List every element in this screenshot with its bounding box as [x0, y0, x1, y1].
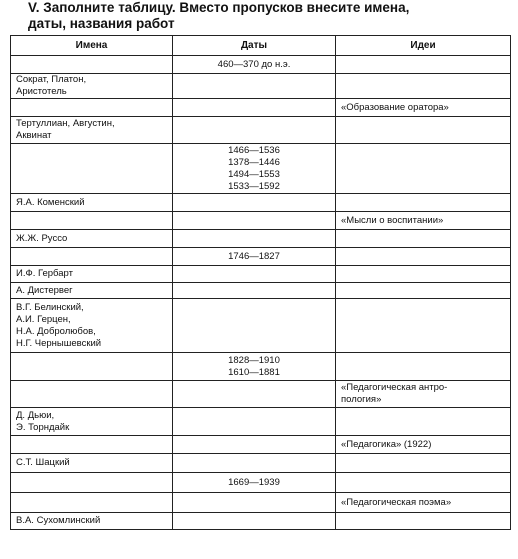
header-names: Имена [11, 36, 173, 56]
names-cell [11, 513, 173, 530]
header-ideas: Идеи [336, 36, 511, 56]
cell-line: 1378—1446 [228, 156, 280, 168]
cell-line: 1610—1881 [228, 366, 280, 378]
cell-line: 1669—1939 [228, 476, 280, 488]
dates-cell [173, 117, 336, 144]
ideas-cell [336, 99, 511, 117]
ideas-cell [336, 230, 511, 248]
names-cell [11, 230, 173, 248]
cell-line: Тертуллиан, Августин, [16, 118, 115, 129]
table-body [11, 56, 511, 530]
ideas-cell [336, 56, 511, 74]
dates-cell [173, 436, 336, 454]
ideas-cell [336, 299, 511, 353]
table-row [11, 248, 511, 266]
dates-cell [173, 408, 336, 436]
names-cell [11, 353, 173, 381]
ideas-cell [336, 454, 511, 473]
dates-cell [173, 266, 336, 283]
dates-cell [173, 194, 336, 212]
table-row [11, 353, 511, 381]
names-cell [11, 266, 173, 283]
table-row [11, 144, 511, 194]
cell-line: 460—370 до н.э. [217, 58, 291, 70]
table-row [11, 299, 511, 353]
table-row [11, 194, 511, 212]
cell-line: Сократ, Платон, [16, 74, 87, 85]
table-row [11, 99, 511, 117]
names-cell [11, 117, 173, 144]
table-row [11, 117, 511, 144]
cell-line: «Педагогическая поэма» [341, 496, 452, 508]
names-cell [11, 473, 173, 493]
names-cell [11, 194, 173, 212]
dates-cell [173, 230, 336, 248]
ideas-cell [336, 266, 511, 283]
table-row [11, 56, 511, 74]
cell-line: Н.А. Добролюбов, [16, 325, 96, 337]
names-cell [11, 493, 173, 513]
cell-line: Аристотель [16, 86, 67, 97]
table-row [11, 513, 511, 530]
ideas-cell [336, 74, 511, 99]
ideas-cell [336, 144, 511, 194]
names-cell [11, 99, 173, 117]
table-row [11, 266, 511, 283]
assignment-heading [4, 0, 514, 32]
cell-line: 1746—1827 [228, 250, 280, 262]
ideas-cell [336, 117, 511, 144]
ideas-cell [336, 513, 511, 530]
names-cell [11, 56, 173, 74]
names-cell [11, 299, 173, 353]
cell-line: Ж.Ж. Руссо [16, 232, 68, 244]
cell-line: Аквинат [16, 130, 52, 141]
dates-cell [173, 473, 336, 493]
cell-line: А. Дистервег [16, 284, 73, 296]
cell-line: «Образование оратора» [341, 101, 449, 113]
heading-line-1: V. Заполните таблицу. Вместо пропусков внесите имена, [28, 0, 410, 15]
names-cell [11, 248, 173, 266]
ideas-cell [336, 473, 511, 493]
ideas-cell [336, 436, 511, 454]
cell-line: 1533—1592 [228, 180, 280, 192]
dates-cell [173, 74, 336, 99]
dates-cell [173, 381, 336, 408]
table-row [11, 408, 511, 436]
cell-line: И.Ф. Гербарт [16, 268, 73, 279]
cell-line: В.А. Сухомлинский [16, 515, 101, 526]
cell-line: «Мысли о воспитании» [341, 214, 444, 226]
names-cell [11, 436, 173, 454]
dates-cell [173, 283, 336, 299]
table-row [11, 473, 511, 493]
names-cell [11, 454, 173, 473]
names-cell [11, 283, 173, 299]
ideas-cell [336, 408, 511, 436]
names-cell [11, 144, 173, 194]
ideas-cell [336, 283, 511, 299]
dates-cell [173, 99, 336, 117]
table-row [11, 454, 511, 473]
dates-cell [173, 248, 336, 266]
cell-line: Н.Г. Чернышевский [16, 337, 102, 349]
ideas-cell [336, 212, 511, 230]
cell-line: пология» [341, 394, 382, 405]
dates-cell [173, 144, 336, 194]
table-row [11, 436, 511, 454]
cell-line: Э. Торндайк [16, 421, 70, 433]
table-row [11, 283, 511, 299]
ideas-cell [336, 493, 511, 513]
ideas-cell [336, 353, 511, 381]
header-dates: Даты [173, 36, 336, 56]
dates-cell [173, 493, 336, 513]
ideas-cell [336, 381, 511, 408]
cell-line: Д. Дьюи, [16, 409, 55, 421]
names-cell [11, 212, 173, 230]
dates-cell [173, 299, 336, 353]
dates-cell [173, 353, 336, 381]
table-row [11, 74, 511, 99]
cell-line: В.Г. Белинский, [16, 301, 84, 313]
header-row [11, 36, 511, 56]
names-cell [11, 408, 173, 436]
cell-line: 1494—1553 [228, 168, 280, 180]
ideas-cell [336, 194, 511, 212]
dates-cell [173, 56, 336, 74]
cell-line: 1828—1910 [228, 354, 280, 366]
cell-line: «Педагогика» (1922) [341, 438, 432, 450]
names-cell [11, 74, 173, 99]
table-row [11, 230, 511, 248]
heading-line-2: даты, названия работ [28, 16, 175, 31]
table-row [11, 493, 511, 513]
cell-line: 1466—1536 [228, 144, 280, 156]
names-cell [11, 381, 173, 408]
cell-line: А.И. Герцен, [16, 313, 71, 325]
table-row [11, 212, 511, 230]
ideas-cell [336, 248, 511, 266]
dates-cell [173, 212, 336, 230]
dates-cell [173, 454, 336, 473]
cell-line: С.Т. Шацкий [16, 457, 70, 468]
table-row [11, 381, 511, 408]
dates-cell [173, 513, 336, 530]
cell-line: «Педагогическая антро- [341, 382, 448, 393]
worksheet-table [10, 35, 511, 530]
cell-line: Я.А. Коменский [16, 196, 85, 208]
